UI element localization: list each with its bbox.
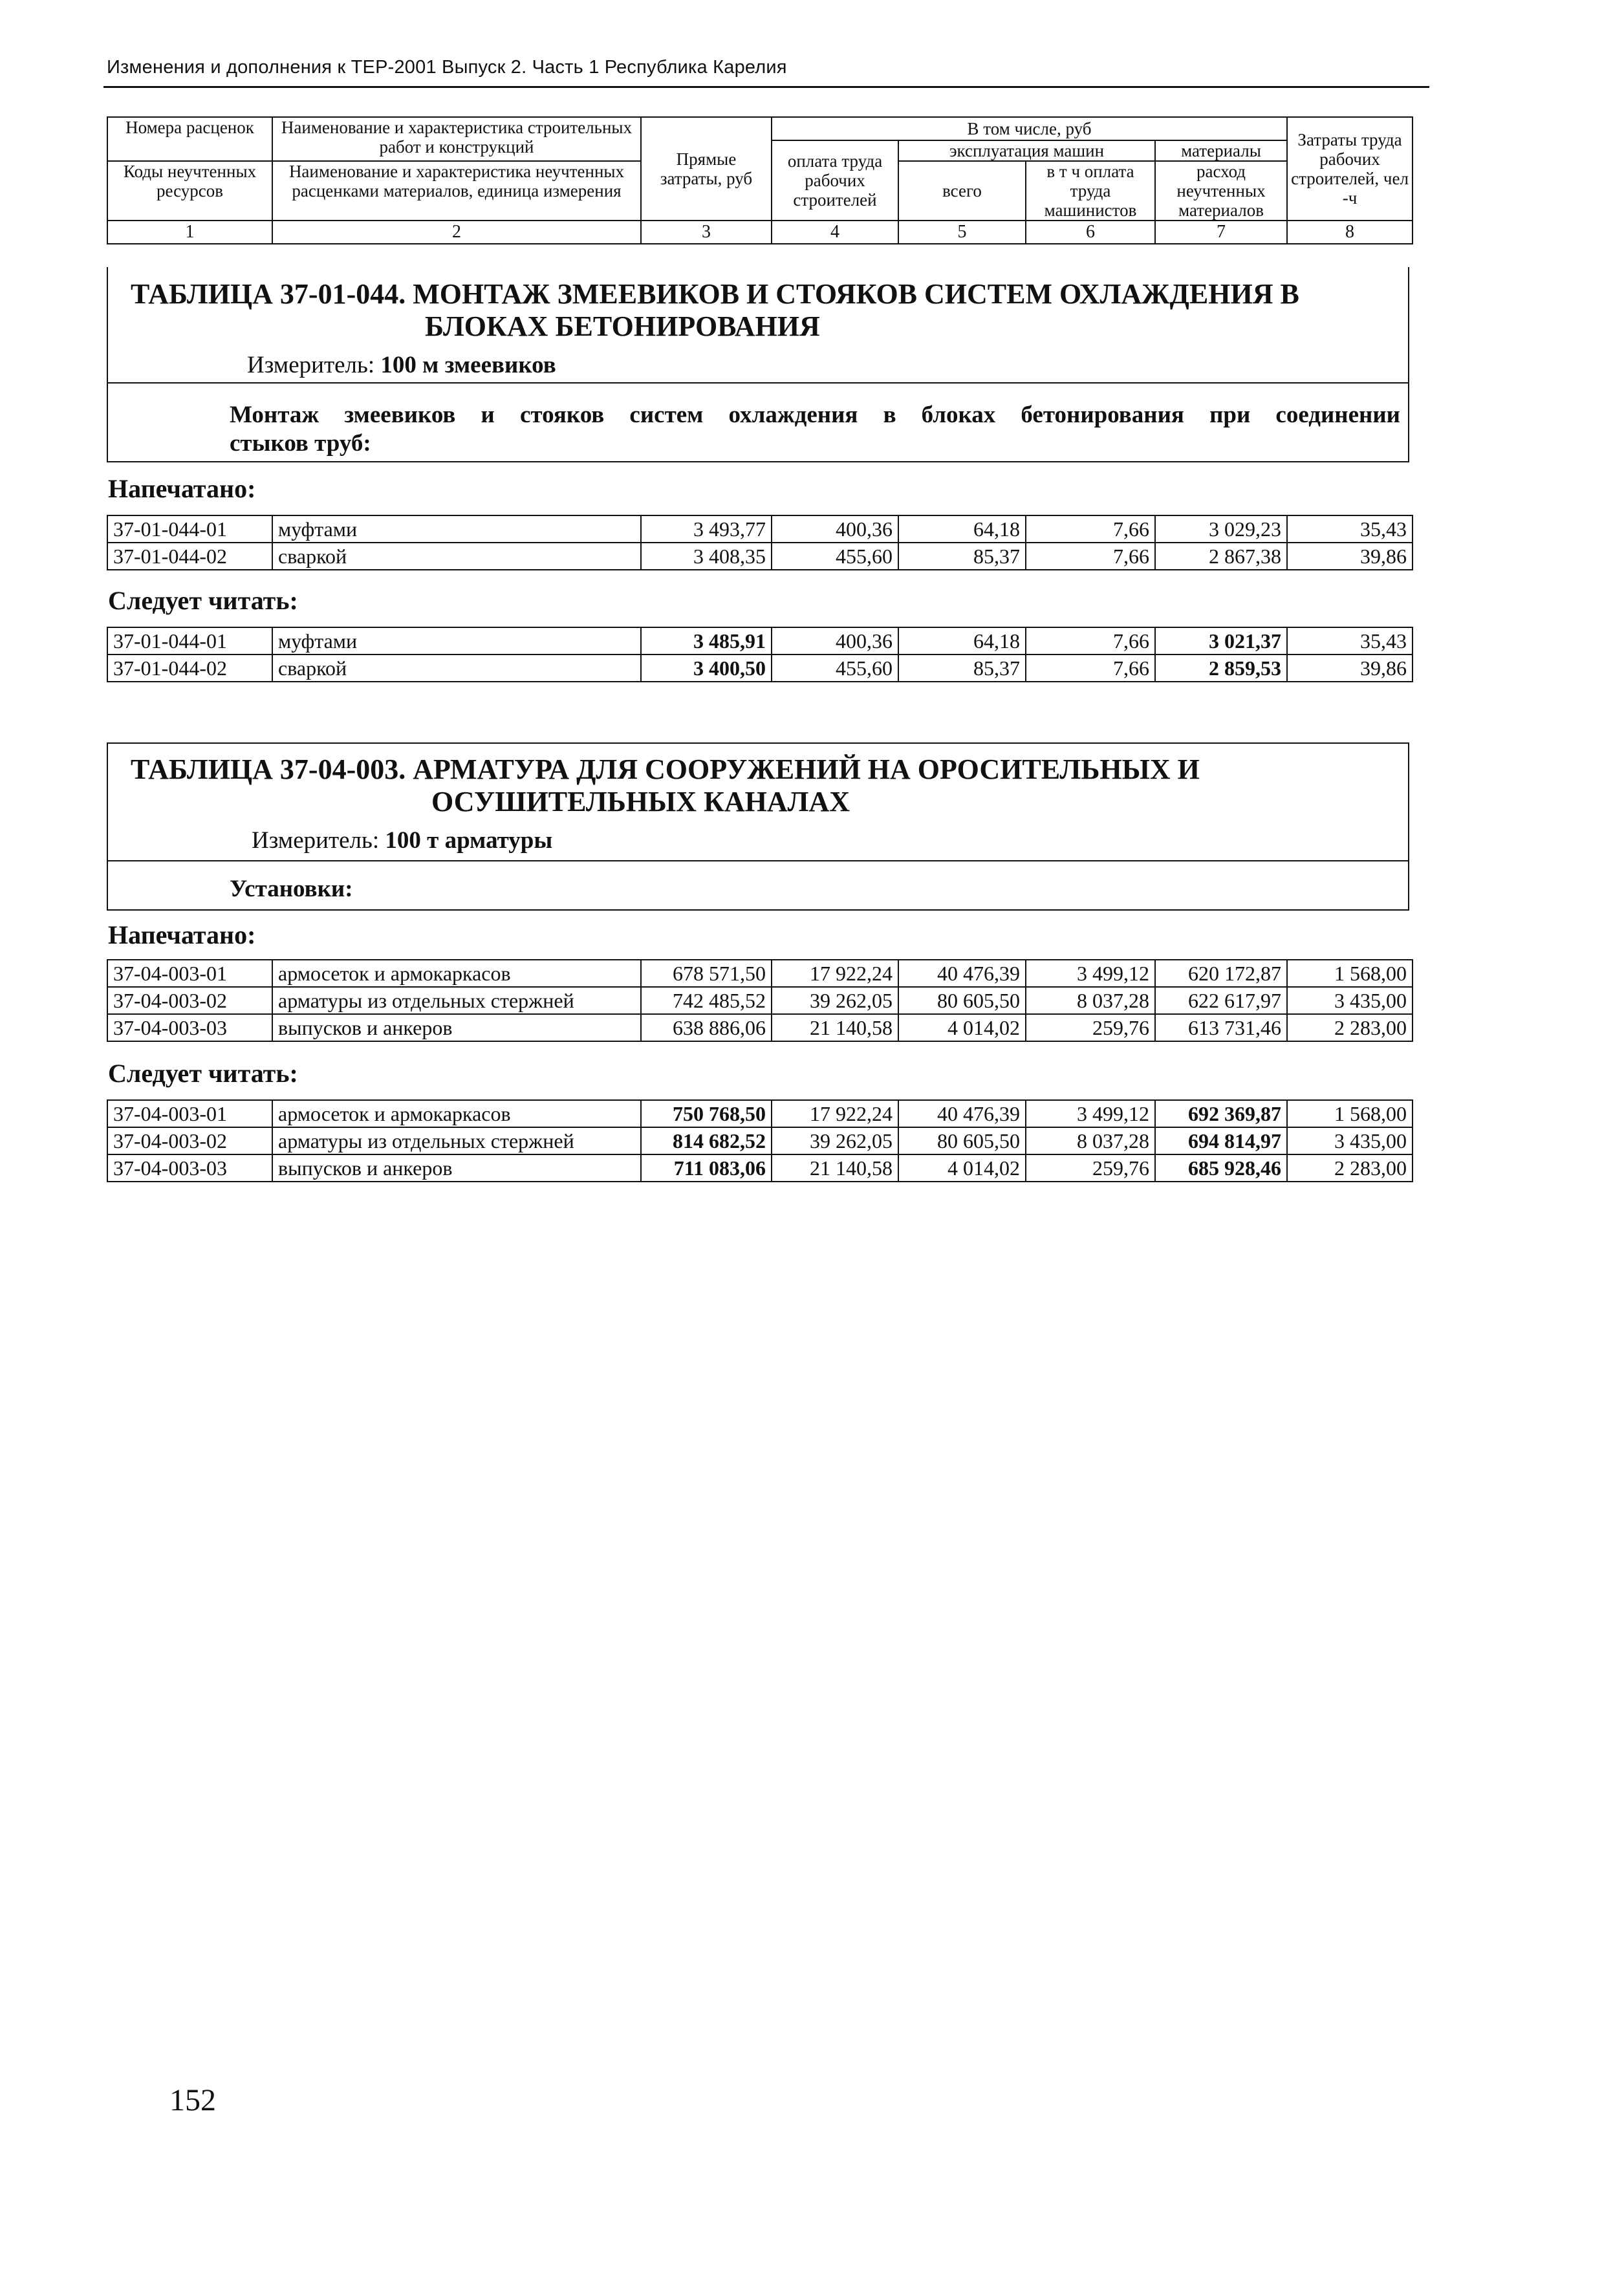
table1-printed-table <box>107 515 1413 570</box>
cell: 85,37 <box>898 655 1026 682</box>
cell: 40 476,39 <box>898 960 1026 987</box>
cell: 2 283,00 <box>1287 1014 1413 1041</box>
table2-title-line1: ТАБЛИЦА 37-04-003. АРМАТУРА ДЛЯ СООРУЖЕНИЙ НА ОРОСИТЕЛЬНЫХ И <box>131 753 1200 785</box>
table2-note-line1: Установки: <box>230 876 353 902</box>
col2-bottom: Наименование и характеристика неучтенных расценками материалов, единица измерения <box>272 161 641 221</box>
table1-printed-label: Напечатано: <box>108 474 256 503</box>
col3: Прямые затраты, руб <box>641 117 772 221</box>
table1-corrected-label: Следует читать: <box>108 586 298 615</box>
table-row <box>107 987 1413 1014</box>
cell: 613 731,46 <box>1155 1014 1287 1041</box>
cell: армосеток и армокаркасов <box>272 960 641 987</box>
col6: в т ч оплата труда машинистов <box>1026 161 1155 221</box>
header-rule <box>103 86 1429 88</box>
col-materials: материалы <box>1155 140 1287 161</box>
cell: 3 435,00 <box>1287 1127 1413 1154</box>
col-num: 2 <box>272 221 641 244</box>
cell: муфтами <box>272 515 641 543</box>
col-num: 7 <box>1155 221 1287 244</box>
cell: муфтами <box>272 627 641 655</box>
page-number: 152 <box>169 2083 216 2117</box>
cell: 1 568,00 <box>1287 960 1413 987</box>
col1-top: Номера расценок <box>107 117 272 161</box>
table1-title-line1: ТАБЛИЦА 37-01-044. МОНТАЖ ЗМЕЕВИКОВ И СТОЯКОВ СИСТЕМ ОХЛАЖДЕНИЯ В <box>131 278 1299 310</box>
cell: 80 605,50 <box>898 987 1026 1014</box>
table1-meter <box>247 351 556 379</box>
cell: 3 499,12 <box>1026 1100 1155 1127</box>
cell: 37-04-003-03 <box>107 1014 272 1041</box>
cell: 17 922,24 <box>772 1100 898 1127</box>
cell: 455,60 <box>772 543 898 570</box>
cell: 40 476,39 <box>898 1100 1026 1127</box>
cell: сваркой <box>272 543 641 570</box>
col-num: 6 <box>1026 221 1155 244</box>
meter-label: Измеритель: <box>252 827 380 854</box>
cell: 8 037,28 <box>1026 1127 1155 1154</box>
cell: 7,66 <box>1026 655 1155 682</box>
cell: 3 408,35 <box>641 543 772 570</box>
cell: 37-04-003-02 <box>107 1127 272 1154</box>
col-num: 5 <box>898 221 1026 244</box>
cell: 64,18 <box>898 627 1026 655</box>
table2-printed-label: Напечатано: <box>108 920 256 949</box>
cell: 259,76 <box>1026 1014 1155 1041</box>
cell: 622 617,97 <box>1155 987 1287 1014</box>
cell: 37-01-044-01 <box>107 627 272 655</box>
cell: 7,66 <box>1026 627 1155 655</box>
table2-corrected-table <box>107 1099 1413 1182</box>
col1-bottom: Коды неучтенных ресурсов <box>107 161 272 221</box>
col-machines: эксплуатация машин <box>898 140 1155 161</box>
cell: 17 922,24 <box>772 960 898 987</box>
cell: 259,76 <box>1026 1154 1155 1182</box>
cell: арматуры из отдельных стержней <box>272 987 641 1014</box>
table-row <box>107 1014 1413 1041</box>
running-header: Изменения и дополнения к ТЕР-2001 Выпуск 2. Часть 1 Республика Карелия <box>107 57 787 78</box>
table1-note-block <box>107 384 1409 462</box>
cell: 21 140,58 <box>772 1154 898 1182</box>
table-row <box>107 1127 1413 1154</box>
col-num: 4 <box>772 221 898 244</box>
cell: 2 859,53 <box>1155 655 1287 682</box>
cell: 638 886,06 <box>641 1014 772 1041</box>
cell: армосеток и армокаркасов <box>272 1100 641 1127</box>
meter-value: 100 т арматуры <box>385 827 553 854</box>
col-num: 8 <box>1287 221 1413 244</box>
cell: 400,36 <box>772 627 898 655</box>
col2-top: Наименование и характеристика строительных работ и конструкций <box>272 117 641 161</box>
cell: 3 485,91 <box>641 627 772 655</box>
meter-label: Измеритель: <box>247 352 375 378</box>
column-header-table <box>107 116 1413 244</box>
col8: Затраты труда рабочих строителей, чел -ч <box>1287 117 1413 221</box>
cell: 4 014,02 <box>898 1154 1026 1182</box>
table-row <box>107 1100 1413 1127</box>
col7: расход неучтенных материалов <box>1155 161 1287 221</box>
cell: 37-01-044-02 <box>107 655 272 682</box>
table-row <box>107 960 1413 987</box>
cell: 1 568,00 <box>1287 1100 1413 1127</box>
table2-corrected-label: Следует читать: <box>108 1059 298 1088</box>
table1-note-line1: Монтаж змеевиков и стояков систем охлаждения в блоках бетонирования при соединении <box>230 402 1400 428</box>
table2-printed-table <box>107 959 1413 1042</box>
cell: 37-04-003-01 <box>107 1100 272 1127</box>
cell: 37-04-003-01 <box>107 960 272 987</box>
cell: 21 140,58 <box>772 1014 898 1041</box>
cell: 4 014,02 <box>898 1014 1026 1041</box>
cell: 694 814,97 <box>1155 1127 1287 1154</box>
cell: 64,18 <box>898 515 1026 543</box>
cell: выпусков и анкеров <box>272 1014 641 1041</box>
table2-meter <box>252 827 552 854</box>
cell: сваркой <box>272 655 641 682</box>
cell: 620 172,87 <box>1155 960 1287 987</box>
col-incl: В том числе, руб <box>772 117 1287 140</box>
cell: 2 283,00 <box>1287 1154 1413 1182</box>
cell: 85,37 <box>898 543 1026 570</box>
cell: 3 029,23 <box>1155 515 1287 543</box>
table2-title-block <box>107 742 1409 861</box>
cell: 39,86 <box>1287 655 1413 682</box>
table-row <box>107 543 1413 570</box>
cell: 37-04-003-02 <box>107 987 272 1014</box>
cell: 400,36 <box>772 515 898 543</box>
cell: 39 262,05 <box>772 987 898 1014</box>
cell: 8 037,28 <box>1026 987 1155 1014</box>
cell: 7,66 <box>1026 515 1155 543</box>
cell: 39,86 <box>1287 543 1413 570</box>
col-num: 1 <box>107 221 272 244</box>
table1-note-line2: стыков труб: <box>230 430 371 457</box>
cell: 80 605,50 <box>898 1127 1026 1154</box>
cell: 742 485,52 <box>641 987 772 1014</box>
table-row <box>107 627 1413 655</box>
cell: 37-01-044-02 <box>107 543 272 570</box>
cell: 3 400,50 <box>641 655 772 682</box>
col-num: 3 <box>641 221 772 244</box>
table1-title-line2: БЛОКАХ БЕТОНИРОВАНИЯ <box>425 310 820 342</box>
cell: 3 435,00 <box>1287 987 1413 1014</box>
col4: оплата труда рабочих строителей <box>772 140 898 221</box>
table1-corrected-table <box>107 627 1413 682</box>
cell: 455,60 <box>772 655 898 682</box>
cell: 35,43 <box>1287 627 1413 655</box>
cell: 711 083,06 <box>641 1154 772 1182</box>
cell: 3 493,77 <box>641 515 772 543</box>
table-row <box>107 515 1413 543</box>
table-row <box>107 655 1413 682</box>
cell: 692 369,87 <box>1155 1100 1287 1127</box>
cell: 3 021,37 <box>1155 627 1287 655</box>
cell: 750 768,50 <box>641 1100 772 1127</box>
cell: 814 682,52 <box>641 1127 772 1154</box>
cell: 685 928,46 <box>1155 1154 1287 1182</box>
cell: выпусков и анкеров <box>272 1154 641 1182</box>
cell: 37-04-003-03 <box>107 1154 272 1182</box>
cell: 678 571,50 <box>641 960 772 987</box>
meter-value: 100 м змеевиков <box>380 352 556 378</box>
cell: 7,66 <box>1026 543 1155 570</box>
cell: 37-01-044-01 <box>107 515 272 543</box>
table2-note-block <box>107 860 1409 911</box>
cell: 2 867,38 <box>1155 543 1287 570</box>
cell: 39 262,05 <box>772 1127 898 1154</box>
cell: 35,43 <box>1287 515 1413 543</box>
col5: всего <box>898 161 1026 221</box>
table1-title-block <box>107 267 1409 384</box>
cell: арматуры из отдельных стержней <box>272 1127 641 1154</box>
table2-title-line2: ОСУШИТЕЛЬНЫХ КАНАЛАХ <box>431 786 850 817</box>
cell: 3 499,12 <box>1026 960 1155 987</box>
table-row <box>107 1154 1413 1182</box>
